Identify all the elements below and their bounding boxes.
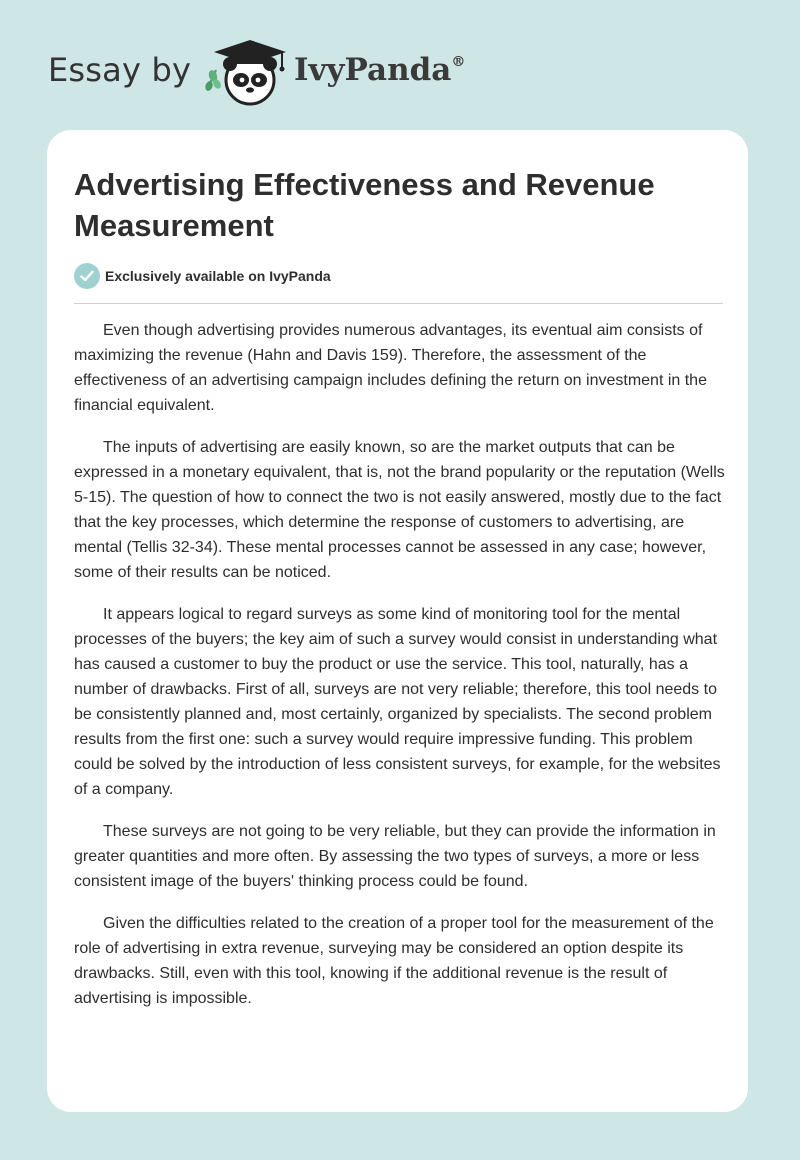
brand-name: IvyPanda® [294, 52, 466, 88]
paragraph: Given the difficulties related to the creation of a proper tool for the measurement of the role of advertising in extra revenue, surveying may be considered an option despite its drawbacks. Still, even with this tool, knowing if the additional revenue is the result of advertising is impossible. [74, 915, 714, 1007]
divider [74, 303, 723, 304]
panda-graduate-icon [200, 36, 292, 108]
paragraph: It appears logical to regard surveys as some kind of monitoring tool for the mental processes of the buyers; the key aim of such a survey would consist in understanding what has caused a customer to buy the product or use the service. This tool, naturally, has a number of drawbacks. First of all, surveys are not very reliable; therefore, this tool needs to be consistently planned and, most certainly, organized by specialists. The second problem results from the first one: such a survey would require impressive funding. This problem could be solved by the introduction of less consistent surveys, for example, for the websites of a company. [74, 606, 721, 798]
paragraph: These surveys are not going to be very reliable, but they can provide the information in greater quantities and more often. By assessing the two types of surveys, a more or less consistent image of the buyers' thinking process could be found. [74, 823, 716, 890]
paragraph: The inputs of advertising are easily known, so are the market outputs that can be expressed in a monetary equivalent, that is, not the brand popularity or the reputation (Wells 5-15). The question of how to connect the two is not easily answered, mostly due to the fact that the key processes, which determine the response of customers to advertising, are mental (Tellis 32-34). These mental processes cannot be assessed in any case; however, some of their results can be noticed. [74, 439, 725, 581]
registered-mark: ® [451, 54, 466, 70]
essay-body [74, 318, 726, 1028]
essay-card [47, 130, 748, 1112]
exclusive-badge [74, 263, 331, 289]
check-icon [74, 263, 100, 289]
site-header [0, 0, 800, 128]
essay-by-label: Essay by [48, 51, 192, 89]
page-title: Advertising Effectiveness and Revenue Measurement [74, 167, 655, 243]
badge-label: Exclusively available on IvyPanda [105, 268, 331, 284]
paragraph: Even though advertising provides numerous advantages, its eventual aim consists of maximizing the revenue (Hahn and Davis 159). Therefore, the assessment of the effectiveness of an advertising campaign includes defining the return on investment in the financial equivalent. [74, 322, 707, 414]
